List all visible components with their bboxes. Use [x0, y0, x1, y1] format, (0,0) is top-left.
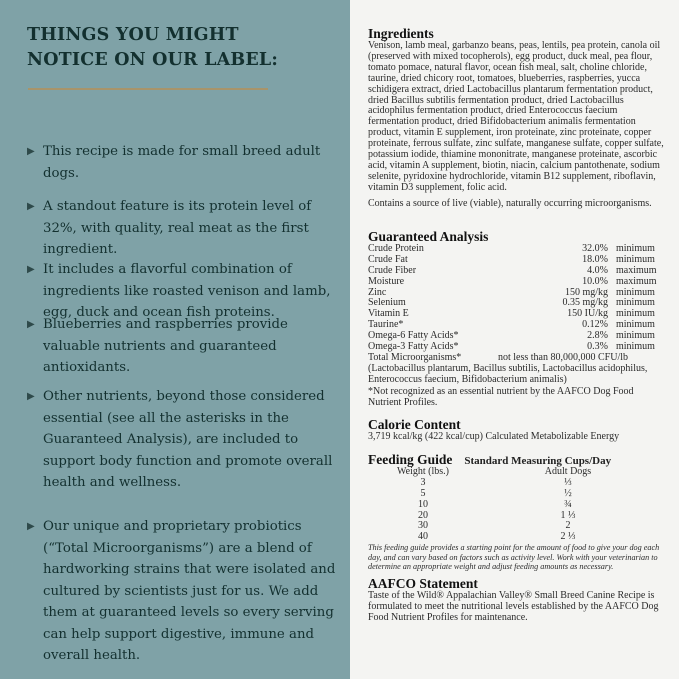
- cups-value: ½: [564, 487, 572, 499]
- nutrient-value: 0.12%: [582, 319, 608, 331]
- triangle-bullet-icon: ▶: [27, 201, 35, 212]
- nutrient-name: Taurine*: [368, 319, 404, 331]
- bullet-text: Blueberries and raspberries provide valuable nutrients and guaranteed antioxidants.: [43, 317, 288, 375]
- nutrient-qualifier: minimum: [616, 308, 655, 320]
- nutrient-qualifier: maximum: [616, 264, 657, 276]
- nutrient-value: 150 mg/kg: [564, 286, 608, 298]
- analysis-row: [368, 277, 668, 288]
- analysis-table: [368, 244, 668, 353]
- feeding-heading: Feeding Guide: [368, 452, 453, 467]
- triangle-bullet-icon: ▶: [27, 146, 35, 157]
- cups-value: ¾: [564, 498, 572, 510]
- nutrient-name: Crude Fat: [368, 253, 408, 265]
- bullet-item: [27, 141, 337, 184]
- feeding-row: [368, 500, 668, 511]
- bullet-item: [27, 196, 337, 261]
- feeding-row: [368, 532, 668, 543]
- nutrient-qualifier: minimum: [616, 243, 655, 254]
- feeding-row: [368, 521, 668, 532]
- weight-value: 5: [420, 487, 426, 499]
- bullet-item: [27, 314, 337, 379]
- aafco-section: [368, 577, 668, 624]
- triangle-bullet-icon: ▶: [27, 264, 35, 275]
- bullet-text: A standout feature is its protein level of 32%, with quality, real meat as the first ingredient.: [43, 199, 312, 257]
- feeding-subheading: Standard Measuring Cups/Day: [464, 455, 612, 467]
- nutrient-name: Vitamin E: [368, 308, 409, 320]
- nutrient-qualifier: minimum: [616, 253, 655, 265]
- cups-value: 2: [565, 520, 571, 532]
- feeding-row: [368, 511, 668, 522]
- calorie-text: 3,719 kcal/kg (422 kcal/cup) Calculated Metabolizable Energy: [368, 431, 620, 442]
- ingredients-section: [368, 27, 668, 210]
- nutrient-value: 32.0%: [582, 243, 608, 254]
- nutrient-name: Total Microorganisms*: [368, 351, 462, 363]
- feeding-header-row: [368, 467, 668, 478]
- analysis-section: [368, 230, 668, 408]
- triangle-bullet-icon: ▶: [27, 391, 35, 402]
- cups-value: 2 ⅓: [560, 531, 576, 543]
- bullet-text: This recipe is made for small breed adult dogs.: [43, 144, 321, 181]
- bullet-text: Our unique and proprietary probiotics (“Total Microorganisms”) are a blend of hardworking strains that were isolated and cultured by scientists just for us. We add them at guaranteed levels so every serving can help support digestive, immune and overall health.: [43, 519, 336, 663]
- feeding-note: This feeding guide provides a starting point for the amount of food to give your dog each day, and can vary based on factors such as activity level. Work with your veterinarian to determine an appropriate weight and adjust feeding amounts as necessary.: [368, 543, 660, 572]
- nutrient-value: 0.3%: [587, 341, 608, 353]
- feeding-table: [368, 478, 668, 543]
- feeding-section: [368, 453, 668, 572]
- cups-column-header: Adult Dogs: [544, 466, 592, 477]
- ingredients-text: Venison, lamb meal, garbanzo beans, peas, lentils, pea protein, canola oil (preserved with mixed tocopherols), egg product, duck meal, pea flour, tomato pomace, natural flavor, ocean fish meal, salt, choline chloride, taurine, dried chicory root, tomatoes, blueberries, raspberries, yucca schidigera extract, dried Lactobacillus plantarum fermentation product, dried Bacillus subtilis fermentation product, dried Lactobacillus acidophilus fermentation product, dried Enterococcus faecium fermentation product, dried Bifidobacterium animalis fermentation product, vitamin E supplement, iron proteinate, zinc proteinate, copper proteinate, ferrous sulfate, zinc sulfate, manganese sulfate, copper sulfate, potassium iodide, thiamine mononitrate, manganese proteinate, ascorbic acid, vitamin A supplement, biotin, niacin, calcium pantothenate, sodium selenite, pyridoxine hydrochloride, vitamin B12 supplement, riboflavin, vitamin D3 supplement, folic acid.: [368, 40, 664, 193]
- nutrient-name: Omega-6 Fatty Acids*: [368, 330, 459, 342]
- triangle-bullet-icon: ▶: [27, 521, 35, 532]
- analysis-footnote: *Not recognized as an essential nutrient by the AAFCO Dog Food Nutrient Profiles.: [368, 385, 634, 408]
- cups-value: 1 ⅓: [560, 509, 576, 521]
- title-line-2: NOTICE ON OUR LABEL:: [27, 50, 279, 70]
- nutrient-name: Omega-3 Fatty Acids*: [368, 341, 459, 353]
- divider: [28, 88, 268, 90]
- weight-value: 40: [418, 531, 428, 543]
- nutrient-qualifier: minimum: [616, 297, 655, 309]
- nutrient-value: 18.0%: [582, 253, 608, 265]
- nutrient-qualifier: maximum: [616, 275, 657, 287]
- nutrient-name: Selenium: [368, 297, 406, 309]
- nutrient-value: not less than 80,000,000 CFU/lb: [498, 351, 629, 363]
- feeding-row: [368, 489, 668, 500]
- title-line-1: THINGS YOU MIGHT: [27, 25, 239, 45]
- aafco-heading: AAFCO Statement: [368, 576, 478, 591]
- calorie-heading: Calorie Content: [368, 417, 461, 432]
- nutrient-qualifier: minimum: [616, 319, 655, 331]
- nutrient-value: 2.8%: [587, 330, 608, 342]
- bullet-item: [27, 386, 337, 494]
- bullet-text: It includes a flavorful combination of ingredients like roasted venison and lamb, egg, duck and ocean fish proteins.: [43, 262, 331, 320]
- nutrient-value: 10.0%: [582, 275, 608, 287]
- panel-title: [27, 23, 278, 73]
- nutrient-value: 150 IU/kg: [567, 308, 608, 320]
- triangle-bullet-icon: ▶: [27, 319, 35, 330]
- weight-value: 3: [420, 476, 426, 488]
- nutrient-name: Moisture: [368, 275, 405, 287]
- ingredients-heading: Ingredients: [368, 26, 434, 41]
- analysis-heading: Guaranteed Analysis: [368, 229, 489, 244]
- nutrient-value: 4.0%: [587, 264, 608, 276]
- ingredients-note: Contains a source of live (viable), naturally occurring microorganisms.: [368, 197, 652, 209]
- cups-value: ⅓: [564, 476, 572, 488]
- nutrient-value: 0.35 mg/kg: [562, 297, 608, 309]
- nutrient-qualifier: minimum: [616, 286, 655, 298]
- weight-value: 20: [418, 509, 428, 521]
- calorie-section: [368, 418, 668, 443]
- weight-value: 30: [418, 520, 428, 532]
- aafco-text: Taste of the Wild® Appalachian Valley® Small Breed Canine Recipe is formulated to meet the nutritional levels established by the AAFCO Dog Food Nutrient Profiles for maintenance.: [368, 590, 659, 623]
- microorganism-strains: (Lactobacillus plantarum, Bacillus subtilis, Lactobacillus acidophilus, Enterococcus faecium, Bifidobacterium animalis): [368, 362, 648, 385]
- weight-column-header: Weight (lbs.): [397, 466, 449, 477]
- nutrient-name: Crude Fiber: [368, 264, 417, 276]
- bullet-item: [27, 516, 337, 667]
- weight-value: 10: [418, 498, 428, 510]
- nutrient-name: Zinc: [368, 286, 387, 298]
- nutrient-name: Crude Protein: [368, 243, 424, 254]
- nutrient-qualifier: minimum: [616, 330, 655, 342]
- bullet-text: Other nutrients, beyond those considered essential (see all the asterisks in the Guaranteed Analysis), are included to support body function and promote overall health and wellness.: [43, 389, 333, 490]
- feeding-row: [368, 478, 668, 489]
- label-panel: [350, 0, 679, 679]
- nutrient-qualifier: minimum: [616, 341, 655, 353]
